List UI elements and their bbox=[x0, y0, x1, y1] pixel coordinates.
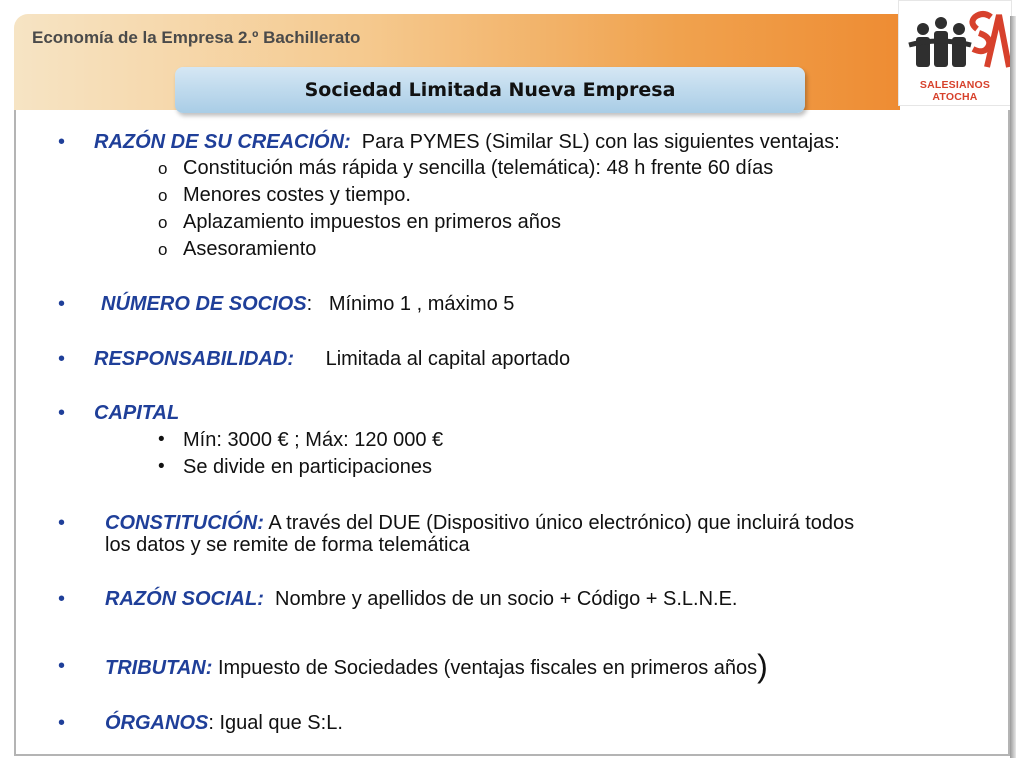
constitucion-text-cont: los datos y se remite de forma telemática bbox=[105, 534, 470, 556]
responsabilidad-label: RESPONSABILIDAD: bbox=[94, 348, 295, 370]
logo-text: SALESIANOS ATOCHA bbox=[919, 79, 991, 103]
dot-bullet: • bbox=[158, 456, 165, 477]
razon-creacion-text: Para PYMES (Similar SL) con las siguientes ventajas: bbox=[361, 131, 840, 153]
razon-social-sep: : bbox=[257, 588, 275, 610]
school-logo bbox=[898, 0, 1012, 106]
constitucion-label: CONSTITUCIÓN: bbox=[105, 512, 264, 534]
list-item: Asesoramiento bbox=[183, 238, 317, 260]
responsabilidad-line bbox=[94, 347, 570, 371]
responsabilidad-text: Limitada al capital aportado bbox=[325, 348, 571, 370]
tributan-close: ) bbox=[757, 648, 768, 684]
bullet: • bbox=[58, 293, 66, 315]
side-shadow bbox=[1010, 16, 1016, 758]
title-box bbox=[175, 67, 805, 113]
bullet: • bbox=[58, 512, 66, 534]
bullet: • bbox=[58, 348, 66, 370]
slide-title: Sociedad Limitada Nueva Empresa bbox=[304, 79, 676, 101]
numero-socios-sep: : bbox=[306, 293, 329, 315]
list-item: Menores costes y tiempo. bbox=[183, 184, 411, 206]
razon-social-label: RAZÓN SOCIAL bbox=[105, 588, 258, 610]
people-logo-icon bbox=[899, 1, 1011, 81]
course-title: Economía de la Empresa 2.º Bachillerato bbox=[32, 28, 361, 47]
hollow-bullet: o bbox=[158, 240, 168, 259]
capital-label: CAPITAL bbox=[94, 402, 180, 424]
organos-label: ÓRGANOS bbox=[105, 712, 209, 734]
list-item: Constitución más rápida y sencilla (telemática): 48 h frente 60 días bbox=[183, 157, 774, 179]
list-item: Mín: 3000 € ; Máx: 120 000 € bbox=[183, 429, 444, 451]
razon-social-line bbox=[105, 587, 737, 611]
razon-creacion-sep: : bbox=[344, 131, 362, 153]
list-item: Aplazamiento impuestos en primeros años bbox=[183, 211, 561, 233]
hollow-bullet: o bbox=[158, 159, 168, 178]
list-item: Se divide en participaciones bbox=[183, 456, 433, 478]
tributan-label: TRIBUTAN: bbox=[105, 657, 213, 679]
numero-socios-label: NÚMERO DE SOCIOS bbox=[101, 293, 307, 315]
bullet: • bbox=[58, 712, 66, 734]
constitucion-text: A través del DUE (Dispositivo único electrónico) que incluirá todos bbox=[268, 512, 855, 534]
bullet: • bbox=[58, 131, 66, 153]
capital-line bbox=[94, 401, 179, 425]
numero-socios-line bbox=[101, 292, 514, 316]
tributan-line bbox=[105, 648, 768, 684]
numero-socios-text: Mínimo 1 , máximo 5 bbox=[328, 293, 515, 315]
bullet: • bbox=[58, 655, 66, 677]
bullet: • bbox=[58, 588, 66, 610]
dot-bullet: • bbox=[158, 429, 165, 450]
razon-social-text: Nombre y apellidos de un socio + Código + S.L.N.E. bbox=[275, 588, 738, 610]
razon-creacion-line bbox=[94, 130, 840, 154]
bullet: • bbox=[58, 402, 66, 424]
organos-text: : Igual que S:L. bbox=[208, 712, 343, 734]
organos-line bbox=[105, 711, 343, 735]
hollow-bullet: o bbox=[158, 186, 168, 205]
razon-creacion-label: RAZÓN DE SU CREACIÓN bbox=[94, 131, 345, 153]
constitucion-line bbox=[105, 511, 854, 535]
tributan-text: Impuesto de Sociedades (ventajas fiscales en primeros años bbox=[217, 657, 758, 679]
hollow-bullet: o bbox=[158, 213, 168, 232]
